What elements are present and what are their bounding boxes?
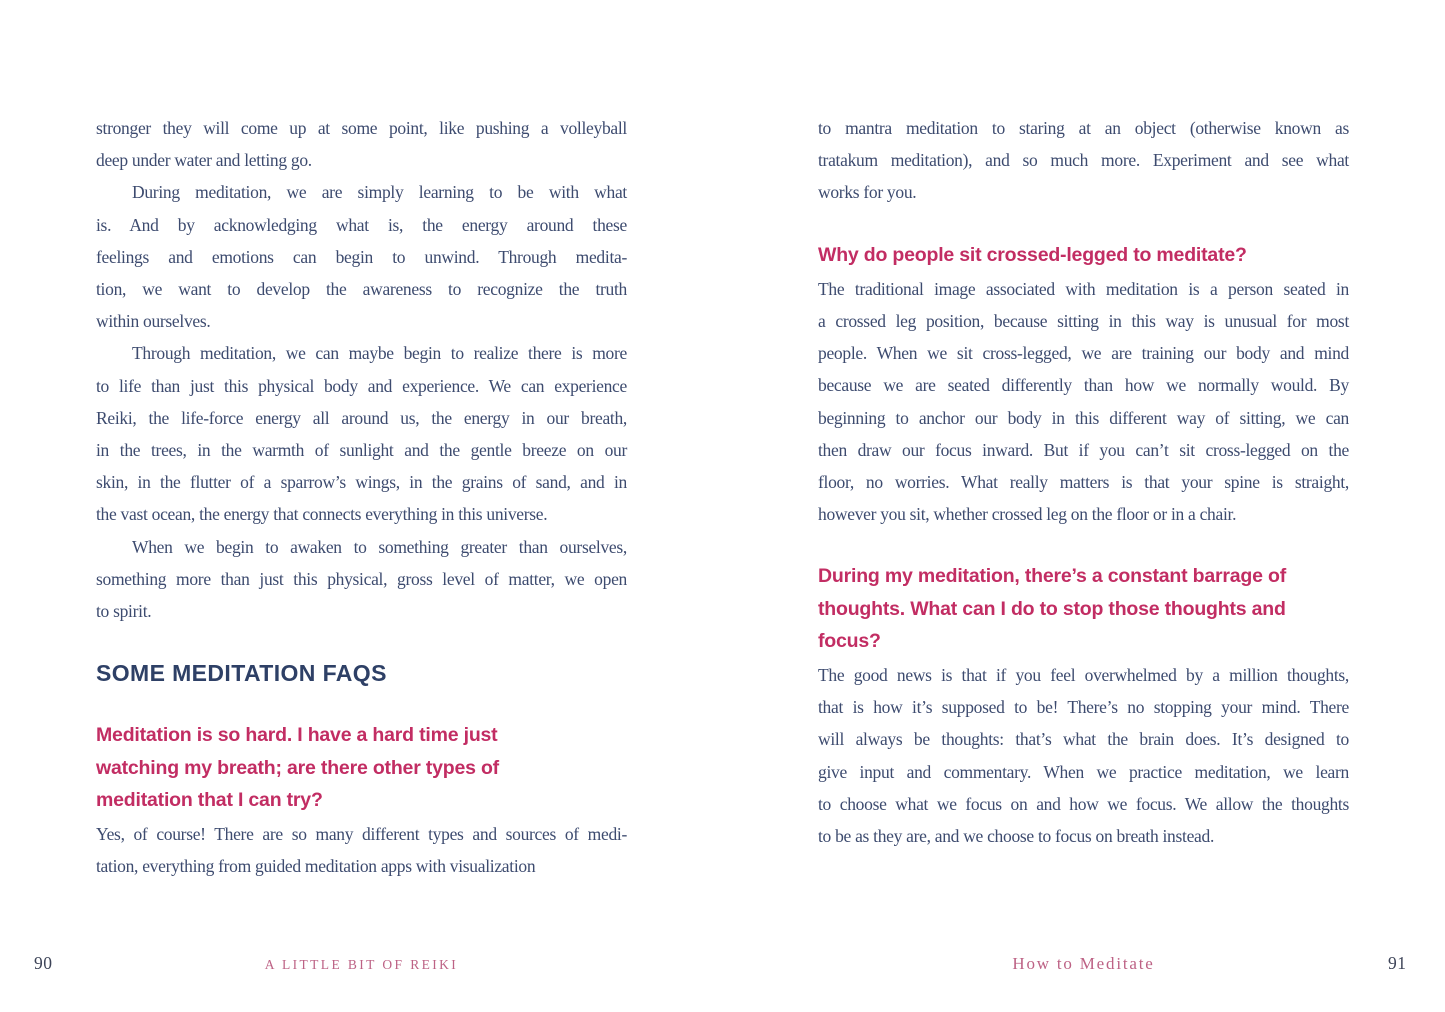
paragraph	[818, 659, 1349, 852]
body-line: to choose what we focus on and how we focus. We allow the thoughts	[818, 793, 1349, 814]
right-page-number: 91	[1388, 953, 1407, 973]
right-page-content	[818, 112, 1349, 852]
faq-heading-line: Meditation is so hard. I have a hard time just	[96, 724, 498, 747]
paragraph	[96, 337, 627, 530]
body-line: to be as they are, and we choose to focus on breath instead.	[818, 826, 1215, 847]
body-line: because we are seated differently than how we normally would. By	[818, 375, 1349, 396]
body-line: something more than just this physical, gross level of matter, we open	[96, 568, 627, 589]
faq-heading-line: watching my breath; are there other types of	[96, 756, 499, 779]
body-line: is. And by acknowledging what is, the energy around these	[96, 214, 627, 235]
body-line: to mantra meditation to staring at an object (otherwise known as	[818, 118, 1349, 138]
body-line: tation, everything from guided meditation apps with visualization	[96, 856, 536, 877]
body-line: works for you.	[818, 182, 917, 203]
faq-heading-line: thoughts. What can I do to stop those thoughts and	[818, 597, 1286, 620]
body-line: a crossed leg position, because sitting in this way is unusual for most	[818, 311, 1349, 332]
body-line: tratakum meditation), and so much more. Experiment and see what	[818, 150, 1349, 171]
paragraph	[818, 273, 1349, 531]
paragraph	[96, 818, 627, 882]
body-line: to life than just this physical body and experience. We can experience	[96, 375, 627, 396]
body-line: will always be thoughts: that’s what the brain does. It’s designed to	[818, 729, 1349, 750]
faq-heading-line: During my meditation, there’s a constant barrage of	[818, 565, 1286, 588]
body-line: then draw our focus inward. But if you can’t sit cross-legged on the	[818, 439, 1349, 460]
body-line: in the trees, in the warmth of sunlight and the gentle breeze on our	[96, 440, 627, 461]
body-line: The good news is that if you feel overwhelmed by a million thoughts,	[818, 665, 1349, 686]
body-line: floor, no worries. What really matters is that your spine is straight,	[818, 472, 1349, 493]
body-line: Yes, of course! There are so many different types and sources of medi-	[96, 824, 627, 845]
paragraph	[818, 112, 1349, 209]
right-running-title: How to Meditate	[1012, 954, 1155, 973]
body-line: within ourselves.	[96, 311, 211, 332]
paragraph	[96, 112, 627, 176]
body-line: the vast ocean, the energy that connects everything in this universe.	[96, 504, 548, 525]
paragraph	[96, 176, 627, 337]
body-line: Through meditation, we can maybe begin to realize there is more	[132, 343, 627, 364]
faq-question-heading	[818, 239, 1349, 271]
section-heading: SOME MEDITATION FAQS	[96, 660, 387, 687]
body-line: Reiki, the life-force energy all around us, the energy in our breath,	[96, 407, 627, 428]
body-line: however you sit, whether crossed leg on the floor or in a chair.	[818, 504, 1237, 525]
faq-question-heading	[818, 560, 1349, 657]
body-line: stronger they will come up at some point, like pushing a volleyball	[96, 118, 627, 138]
body-line: When we begin to awaken to something greater than ourselves,	[132, 536, 627, 557]
left-page-content	[96, 112, 627, 882]
body-line: skin, in the flutter of a sparrow’s wings, in the grains of sand, and in	[96, 472, 627, 493]
faq-heading-line: focus?	[818, 629, 881, 652]
body-line: to spirit.	[96, 601, 152, 622]
left-running-title: A LITTLE BIT OF REIKI	[264, 957, 459, 972]
body-line: beginning to anchor our body in this different way of sitting, we can	[818, 407, 1349, 428]
body-line: people. When we sit cross-legged, we are training our body and mind	[818, 343, 1349, 364]
faq-heading-line: Why do people sit crossed-legged to meditate?	[818, 243, 1247, 266]
body-line: that is how it’s supposed to be! There’s no stopping your mind. There	[818, 697, 1349, 718]
body-line: During meditation, we are simply learning to be with what	[132, 182, 627, 203]
body-line: tion, we want to develop the awareness to recognize the truth	[96, 279, 627, 300]
body-line: deep under water and letting go.	[96, 150, 312, 171]
left-page-number: 90	[34, 953, 53, 973]
paragraph	[96, 531, 627, 628]
body-line: The traditional image associated with meditation is a person seated in	[818, 278, 1349, 299]
faq-question-heading	[96, 719, 627, 816]
body-line: give input and commentary. When we practice meditation, we learn	[818, 761, 1349, 782]
body-line: feelings and emotions can begin to unwind. Through medita-	[96, 246, 627, 267]
faq-heading-line: meditation that I can try?	[96, 788, 323, 811]
